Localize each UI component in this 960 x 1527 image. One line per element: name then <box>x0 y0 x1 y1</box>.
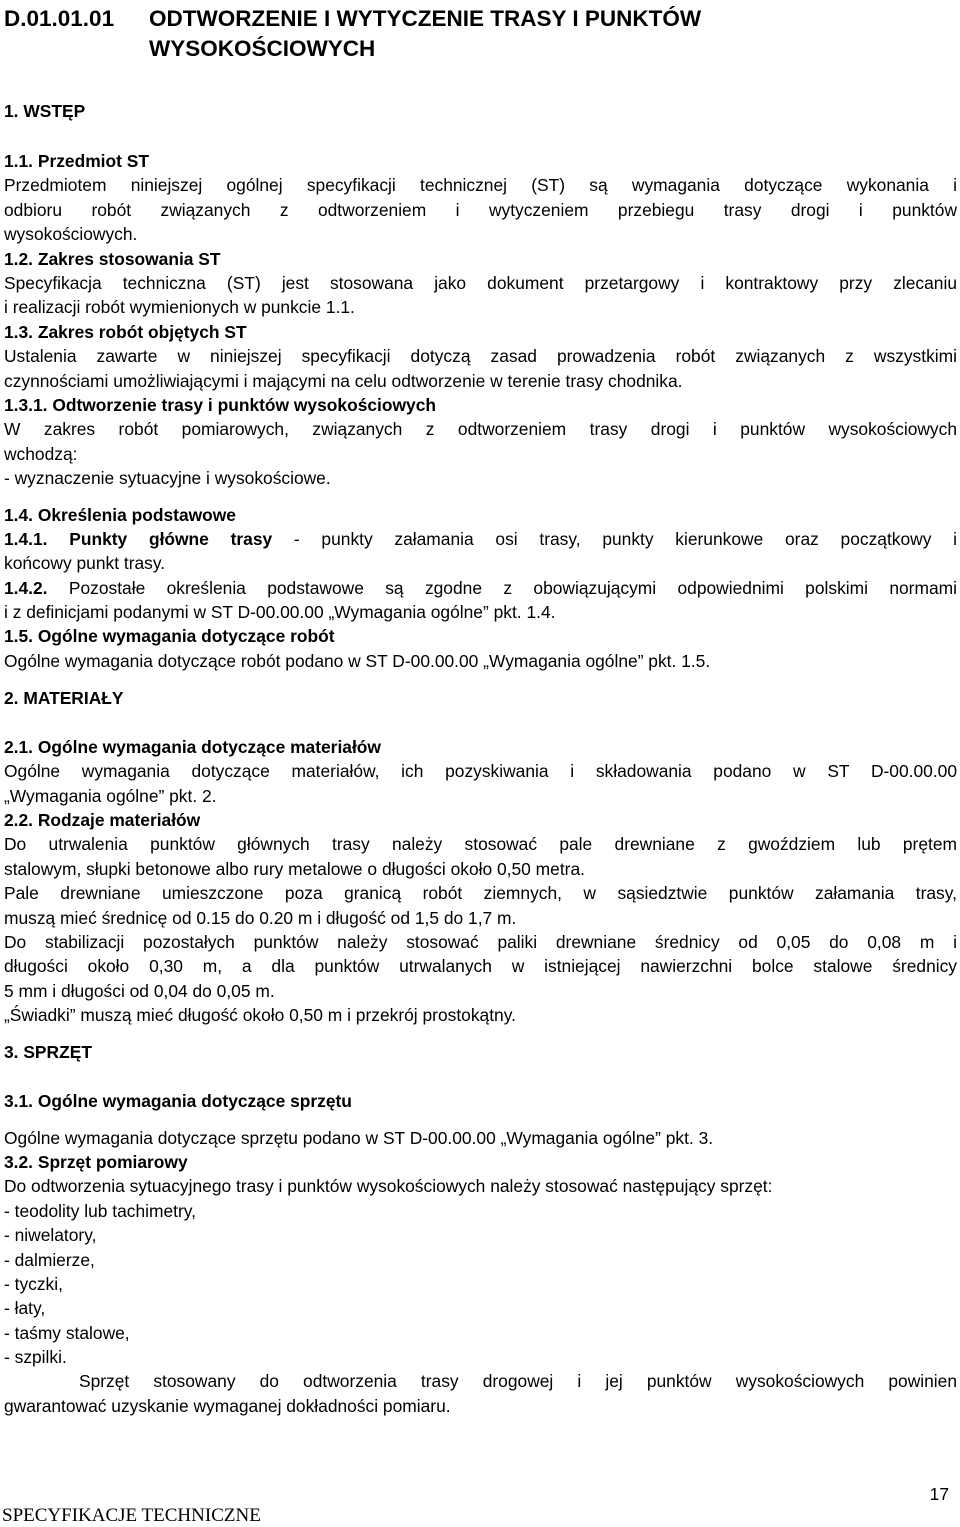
heading-1-2: 1.2. Zakres stosowania ST <box>4 249 221 269</box>
paragraph-line: 5 mm i długości od 0,04 do 0,05 m. <box>4 981 275 1001</box>
heading-1-4: 1.4. Określenia podstawowe <box>4 505 236 525</box>
paragraph-line: Ogólne wymagania dotyczące materiałów, ich pozyskiwania i składowania podano w ST D-00.00.00 <box>4 761 957 781</box>
heading-3-2: 3.2. Sprzęt pomiarowy <box>4 1152 188 1172</box>
paragraph-line: długości około 0,30 m, a dla punktów utrwalanych w istniejącej nawierzchni bolce stalowe średnicy <box>4 956 957 976</box>
paragraph-line: Przedmiotem niniejszej ogólnej specyfikacji technicznej (ST) są wymagania dotyczące wykonania i <box>4 175 957 195</box>
heading-3-1: 3.1. Ogólne wymagania dotyczące sprzętu <box>4 1091 352 1111</box>
definition-text: - punkty załamania osi trasy, punkty kierunkowe oraz początkowy i <box>272 529 957 549</box>
paragraph-line: gwarantować uzyskanie wymaganej dokładności pomiaru. <box>4 1396 451 1416</box>
list-item: - niwelatory, <box>4 1225 97 1245</box>
definition-label: 1.4.1. Punkty główne trasy <box>4 529 273 549</box>
paragraph-line: Do utrwalenia punktów głównych trasy należy stosować pale drewniane z gwoździem lub prętem <box>4 834 957 854</box>
paragraph-line: muszą mieć średnicę od 0.15 do 0.20 m i długość od 1,5 do 1,7 m. <box>4 908 517 928</box>
heading-sprzet: 3. SPRZĘT <box>4 1042 92 1062</box>
heading-1-3: 1.3. Zakres robót objętych ST <box>4 322 247 342</box>
definition-1-4-2 <box>4 578 957 598</box>
list-item: - tyczki, <box>4 1274 63 1294</box>
definition-label: 1.4.2. <box>4 578 48 598</box>
heading-2-2: 2.2. Rodzaje materiałów <box>4 810 201 830</box>
list-item: - dalmierze, <box>4 1250 95 1270</box>
heading-2-1: 2.1. Ogólne wymagania dotyczące materiałów <box>4 737 381 757</box>
page-title-line-1: ODTWORZENIE I WYTYCZENIE TRASY I PUNKTÓW <box>149 6 702 31</box>
paragraph-line: Do stabilizacji pozostałych punktów należy stosować paliki drewniane średnicy od 0,05 do 0,08 m i <box>4 932 957 952</box>
heading-wstep: 1. WSTĘP <box>4 101 86 121</box>
heading-1-5: 1.5. Ogólne wymagania dotyczące robót <box>4 626 335 646</box>
definition-text: Pozostałe określenia podstawowe są zgodne z obowiązującymi odpowiednimi polskimi normami <box>47 578 957 598</box>
paragraph-line: W zakres robót pomiarowych, związanych z odtworzeniem trasy drogi i punktów wysokościowych <box>4 419 957 439</box>
paragraph-line: - wyznaczenie sytuacyjne i wysokościowe. <box>4 468 331 488</box>
section-code: D.01.01.01 <box>4 6 115 31</box>
paragraph-line: Do odtworzenia sytuacyjnego trasy i punktów wysokościowych należy stosować następujący sprzęt: <box>4 1176 773 1196</box>
list-item: - szpilki. <box>4 1347 67 1367</box>
footer-title: SPECYFIKACJE TECHNICZNE <box>2 1505 261 1526</box>
heading-1-1: 1.1. Przedmiot ST <box>4 151 149 171</box>
paragraph-line: końcowy punkt trasy. <box>4 553 166 573</box>
paragraph-line: wchodzą: <box>4 444 78 464</box>
paragraph-line: czynnościami umożliwiającymi i mającymi na celu odtworzenie w terenie trasy chodnika. <box>4 371 683 391</box>
page-number: 17 <box>929 1484 949 1504</box>
heading-materialy: 2. MATERIAŁY <box>4 688 124 708</box>
heading-1-3-1: 1.3.1. Odtworzenie trasy i punktów wysokościowych <box>4 395 436 415</box>
paragraph-line: Sprzęt stosowany do odtworzenia trasy drogowej i jej punktów wysokościowych powinien <box>79 1371 957 1391</box>
list-item: - taśmy stalowe, <box>4 1323 130 1343</box>
paragraph-line: wysokościowych. <box>4 224 138 244</box>
page-title-line-2: WYSOKOŚCIOWYCH <box>149 36 376 61</box>
paragraph-line: i realizacji robót wymienionych w punkcie 1.1. <box>4 297 355 317</box>
paragraph-line: odbioru robót związanych z odtworzeniem i wytyczeniem przebiegu trasy drogi i punktów <box>4 200 957 220</box>
definition-1-4-1 <box>4 529 957 549</box>
list-item: - łaty, <box>4 1298 46 1318</box>
paragraph-line: Ogólne wymagania dotyczące sprzętu podano w ST D-00.00.00 „Wymagania ogólne” pkt. 3. <box>4 1128 714 1148</box>
paragraph-line: „Wymagania ogólne” pkt. 2. <box>4 786 217 806</box>
paragraph-line: Pale drewniane umieszczone poza granicą robót ziemnych, w sąsiedztwie punktów załamania trasy, <box>4 883 957 903</box>
paragraph-line: stalowym, słupki betonowe albo rury metalowe o długości około 0,50 metra. <box>4 859 585 879</box>
paragraph-line: Ogólne wymagania dotyczące robót podano w ST D-00.00.00 „Wymagania ogólne” pkt. 1.5. <box>4 651 711 671</box>
paragraph-line: i z definicjami podanymi w ST D-00.00.00 „Wymagania ogólne” pkt. 1.4. <box>4 602 556 622</box>
paragraph-line: Specyfikacja techniczna (ST) jest stosowana jako dokument przetargowy i kontraktowy przy zlecaniu <box>4 273 957 293</box>
list-item: - teodolity lub tachimetry, <box>4 1201 197 1221</box>
paragraph-line: Ustalenia zawarte w niniejszej specyfikacji dotyczą zasad prowadzenia robót związanych z wszystkimi <box>4 346 957 366</box>
paragraph-line: „Świadki” muszą mieć długość około 0,50 m i przekrój prostokątny. <box>4 1005 516 1025</box>
